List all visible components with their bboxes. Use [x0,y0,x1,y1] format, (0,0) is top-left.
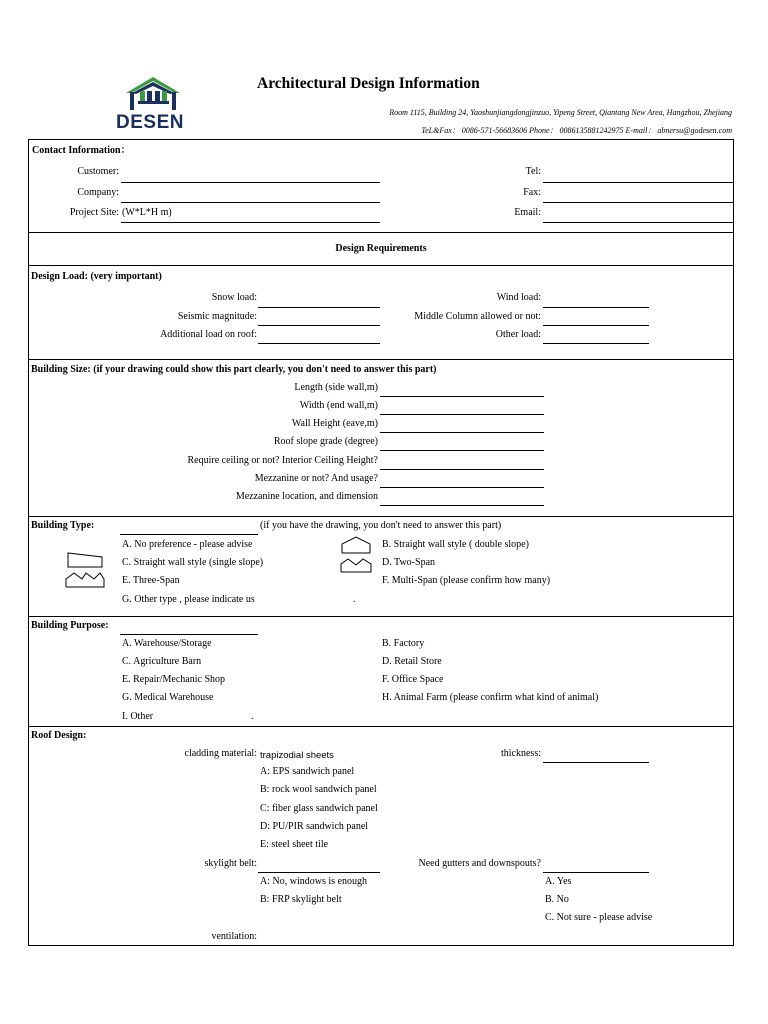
other-load-field[interactable] [543,343,649,344]
purpose-option-f[interactable]: F. Office Space [382,674,444,685]
cladding-option[interactable]: C: fiber glass sandwich panel [260,803,378,814]
section-divider [28,232,734,233]
length-field[interactable] [380,396,544,397]
ceiling-label: Require ceiling or not? Interior Ceiling Height? [187,455,378,466]
building-type-option-d[interactable]: D. Two-Span [382,557,436,568]
gutters-label: Need gutters and downspouts? [418,858,541,869]
tel-field[interactable] [543,182,734,183]
cladding-value[interactable]: trapizodial sheets [260,750,334,761]
design-requirements-heading: Design Requirements [335,243,427,254]
skylight-option[interactable]: B: FRP skylight belt [260,894,342,905]
wind-load-field[interactable] [543,307,649,308]
email-label: Email: [514,207,541,218]
roof-design-heading: Roof Design: [31,730,87,741]
two-span-building-icon [339,556,373,574]
skylight-label: skylight belt: [204,858,257,869]
section-divider [28,726,734,727]
width-label: Width (end wall,m) [299,400,378,411]
ventilation-label: ventilation: [211,931,257,942]
thickness-field[interactable] [543,762,649,763]
fax-field[interactable] [543,202,734,203]
cladding-option[interactable]: E: steel sheet tile [260,839,329,850]
wall-height-field[interactable] [380,432,544,433]
section-divider [28,359,734,360]
purpose-option-i-end: . [251,711,254,722]
customer-field[interactable] [121,182,380,183]
logo-house-icon [124,76,182,112]
thickness-label: thickness: [501,748,541,759]
roof-slope-label: Roof slope grade (degree) [273,436,378,447]
building-type-heading: Building Type: [31,520,95,531]
snow-load-field[interactable] [258,307,380,308]
building-purpose-heading: Building Purpose: [31,620,109,631]
snow-load-label: Snow load: [211,292,257,303]
wall-height-label: Wall Height (eave,m) [291,418,378,429]
ceiling-field[interactable] [380,469,544,470]
mezzanine-label: Mezzanine or not? And usage? [254,473,378,484]
width-field[interactable] [380,414,544,415]
building-type-option-e[interactable]: E. Three-Span [122,575,180,586]
building-type-option-g[interactable]: G. Other type , please indicate us [122,594,255,605]
other-load-label: Other load: [495,329,541,340]
seismic-label: Seismic magnitude: [177,311,257,322]
roof-slope-field[interactable] [380,450,544,451]
building-type-option-f[interactable]: F. Multi-Span (please confirm how many) [382,575,551,586]
company-contact-line: TeL&Fax： 0086-571-56683606 Phone： 0086135881242975 E-mail： abnersu@godesen.com [421,126,732,135]
company-address: Room 1115, Building 24, Yaoshunjiangdongjinzuo, Yipeng Street, Qiantang New Area, Hangzhou, Zhejiang [389,108,732,117]
design-load-heading: Design Load: (very important) [31,271,162,282]
logo-text: DESEN [116,112,184,133]
building-type-option-b[interactable]: B. Straight wall style ( double slope) [382,539,529,550]
purpose-option-b[interactable]: B. Factory [382,638,425,649]
project-site-label: Project Site: [69,207,119,218]
building-type-option-a[interactable]: A. No preference - please advise [122,539,253,550]
project-site-hint: (W*L*H m) [122,207,172,218]
skylight-option[interactable]: A: No, windows is enough [260,876,367,887]
project-site-field[interactable] [121,222,380,223]
middle-column-label: Middle Column allowed or not: [414,311,541,322]
building-purpose-field[interactable] [120,634,258,635]
mezzanine-field[interactable] [380,487,544,488]
tel-label: Tel: [525,166,541,177]
double-slope-building-icon [340,535,372,555]
building-type-note: (if you have the drawing, you don't need to answer this part) [260,520,502,531]
company-label: Company: [77,187,119,198]
email-field[interactable] [543,222,734,223]
cladding-option[interactable]: B: rock wool sandwich panel [260,784,377,795]
cladding-label: cladding material: [184,748,257,759]
gutters-field[interactable] [543,872,649,873]
purpose-option-d[interactable]: D. Retail Store [382,656,442,667]
length-label: Length (side wall,m) [294,382,378,393]
building-type-option-g-end: . [353,594,356,605]
additional-load-field[interactable] [258,343,380,344]
cladding-option[interactable]: A: EPS sandwich panel [260,766,355,777]
purpose-option-a[interactable]: A. Warehouse/Storage [122,638,212,649]
section-divider [28,265,734,266]
section-divider [28,616,734,617]
gutters-option[interactable]: A. Yes [545,876,572,887]
purpose-option-g[interactable]: G. Medical Warehouse [122,692,214,703]
single-slope-building-icon [66,551,104,569]
mezzanine-location-field[interactable] [380,505,544,506]
contact-heading: Contact Information： [32,145,131,156]
purpose-option-c[interactable]: C. Agriculture Barn [122,656,202,667]
fax-label: Fax: [523,187,541,198]
building-type-option-c[interactable]: C. Straight wall style (single slope) [122,557,264,568]
building-type-field[interactable] [120,534,258,535]
three-span-building-icon [64,569,106,589]
page-title: Architectural Design Information [257,75,480,92]
seismic-field[interactable] [258,325,380,326]
wind-load-label: Wind load: [496,292,541,303]
mezzanine-location-label: Mezzanine location, and dimension [235,491,378,502]
building-size-heading: Building Size: (if your drawing could show this part clearly, you don't need to answer this part) [31,364,437,375]
gutters-option[interactable]: B. No [545,894,569,905]
gutters-option[interactable]: C. Not sure - please advise [545,912,653,923]
additional-load-label: Additional load on roof: [160,329,257,340]
customer-label: Customer: [77,166,119,177]
company-field[interactable] [121,202,380,203]
middle-column-field[interactable] [543,325,649,326]
purpose-option-i[interactable]: I. Other [122,711,154,722]
cladding-option[interactable]: D: PU/PIR sandwich panel [260,821,369,832]
purpose-option-h[interactable]: H. Animal Farm (please confirm what kind of animal) [382,692,599,703]
purpose-option-e[interactable]: E. Repair/Mechanic Shop [122,674,226,685]
section-divider [28,516,734,517]
skylight-field[interactable] [258,872,380,873]
